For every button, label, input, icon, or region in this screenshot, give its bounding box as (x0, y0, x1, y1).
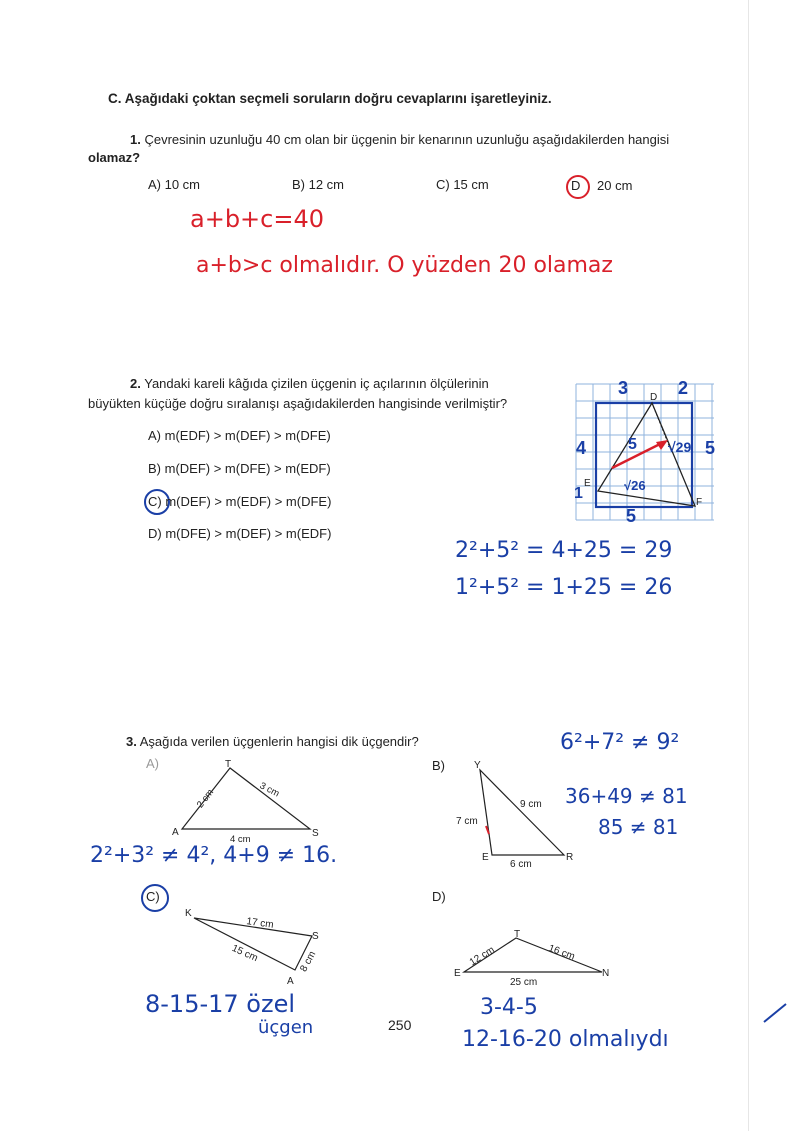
q3-a-side2: 3 cm (257, 780, 282, 800)
q3-text: Aşağıda verilen üçgenlerin hangisi dik üçgendir? (139, 734, 419, 749)
q3-a-vertex-t: T (225, 759, 232, 770)
q2-handwritten-line1: 2²+5² = 4+25 = 29 (455, 538, 673, 563)
q3-d-vertex-n: N (602, 968, 610, 979)
q3-c-vertex-a: A (287, 976, 294, 987)
hw-inside-5: 5 (628, 436, 637, 453)
q3-a-vertex-a: A (172, 827, 179, 838)
q3-number: 3. (126, 734, 137, 749)
q3-c-side1: 17 cm (245, 916, 275, 931)
q3-a-vertex-s: S (312, 828, 319, 839)
q3-option-b-label[interactable]: B) (432, 758, 445, 773)
q3-c-vertex-k: K (185, 908, 192, 919)
hw-top-left: 3 (618, 378, 629, 398)
q3-handwritten-a: 2²+3² ≠ 4², 4+9 ≠ 16. (90, 843, 338, 868)
q1-number: 1. (130, 132, 141, 147)
q3-handwritten-d1: 3-4-5 (480, 995, 538, 1020)
hw-sqrt26: √26 (624, 478, 646, 493)
q2-grid-figure (570, 376, 740, 526)
q3-b-side3: 6 cm (510, 859, 532, 870)
q1-text-line1: Çevresinin uzunluğu 40 cm olan bir üçgenin bir kenarının uzunluğu aşağıdakilerden hangisi (144, 132, 670, 147)
q3-b-side2: 9 cm (520, 799, 542, 810)
q2-option-c[interactable]: C) m(DEF) > m(EDF) > m(DFE) (148, 494, 332, 509)
q2-option-d[interactable]: D) m(DFE) > m(DEF) > m(EDF) (148, 526, 332, 541)
q3-c-side2: 15 cm (229, 942, 260, 965)
q3-handwritten-b2: 36+49 ≠ 81 (565, 784, 688, 808)
q2-option-a[interactable]: A) m(EDF) > m(DEF) > m(DFE) (148, 428, 331, 443)
q3-handwritten-d2: 12-16-20 olmalıydı (462, 1027, 669, 1052)
q3-b-vertex-r: R (566, 852, 574, 863)
q3-d-vertex-e: E (454, 968, 461, 979)
q1-option-a[interactable]: A) 10 cm (148, 177, 201, 192)
hw-right: 5 (705, 438, 716, 458)
q3-d-side3: 25 cm (510, 977, 538, 988)
q2-option-b[interactable]: B) m(DEF) > m(DFE) > m(EDF) (148, 461, 331, 476)
q3-line1 (126, 733, 419, 751)
q2-handwritten-line2: 1²+5² = 1+25 = 26 (455, 575, 673, 600)
q1-option-d-text[interactable]: 20 cm (597, 178, 633, 193)
q3-handwritten-b1: 6²+7² ≠ 9² (560, 730, 680, 755)
q1-handwritten-line2: a+b>c olmalıdır. O yüzden 20 olamaz (196, 253, 613, 278)
hw-sqrt29: √29 (668, 439, 692, 455)
q3-triangle-d (450, 926, 610, 991)
q3-b-vertex-y: Y (474, 760, 481, 771)
q3-c-vertex-s: S (312, 931, 319, 942)
q3-option-c-label[interactable]: C) (146, 889, 160, 904)
q3-b-side1: 7 cm (456, 816, 478, 827)
q1-line1 (130, 131, 669, 149)
vertex-d: D (650, 392, 658, 403)
q1-option-c[interactable]: C) 15 cm (436, 177, 489, 192)
section-heading: C. Aşağıdaki çoktan seçmeli soruların doğru cevaplarını işaretleyiniz. (108, 91, 552, 106)
q3-triangle-a (168, 756, 328, 848)
q3-d-side2: 16 cm (546, 942, 577, 963)
q1-text-line2: olamaz? (88, 150, 141, 165)
q3-handwritten-b3: 85 ≠ 81 (598, 815, 679, 839)
page-edge (748, 0, 749, 1131)
q3-triangle-b (452, 756, 582, 871)
q2-number: 2. (130, 376, 141, 391)
q3-handwritten-c2: üçgen (258, 1017, 314, 1038)
vertex-f: F (696, 497, 703, 508)
pen-mark (760, 998, 790, 1028)
hw-bottom: 5 (626, 506, 637, 526)
q2-text-line1: Yandaki kareli kâğıda çizilen üçgenin iç açılarının ölçülerinin (144, 376, 489, 391)
q3-d-side1: 12 cm (467, 944, 497, 969)
q3-c-side3: 8 cm (298, 949, 319, 974)
q3-a-side3: 4 cm (230, 834, 251, 845)
q3-handwritten-c1: 8-15-17 özel (145, 990, 296, 1018)
q3-option-a-label[interactable]: A) (146, 756, 159, 771)
q1-option-b[interactable]: B) 12 cm (292, 177, 345, 192)
q1-handwritten-line1: a+b+c=40 (190, 205, 325, 233)
q1-option-d-letter[interactable]: D (571, 178, 581, 193)
page-number: 250 (388, 1017, 412, 1033)
q3-triangle-c (180, 904, 330, 990)
hw-left: 4 (576, 438, 587, 458)
q3-a-side1: 2 cm (194, 787, 217, 811)
q3-option-d-label[interactable]: D) (432, 889, 446, 904)
q3-d-vertex-t: T (514, 929, 521, 940)
q2-text-line2: büyükten küçüğe doğru sıralanışı aşağıdakilerden hangisinde verilmiştir? (88, 396, 508, 411)
q3-b-vertex-e: E (482, 852, 489, 863)
hw-top-right: 2 (678, 378, 689, 398)
vertex-e: E (584, 478, 591, 489)
hw-left-bottom: 1 (574, 485, 583, 502)
q2-line1 (130, 375, 489, 393)
